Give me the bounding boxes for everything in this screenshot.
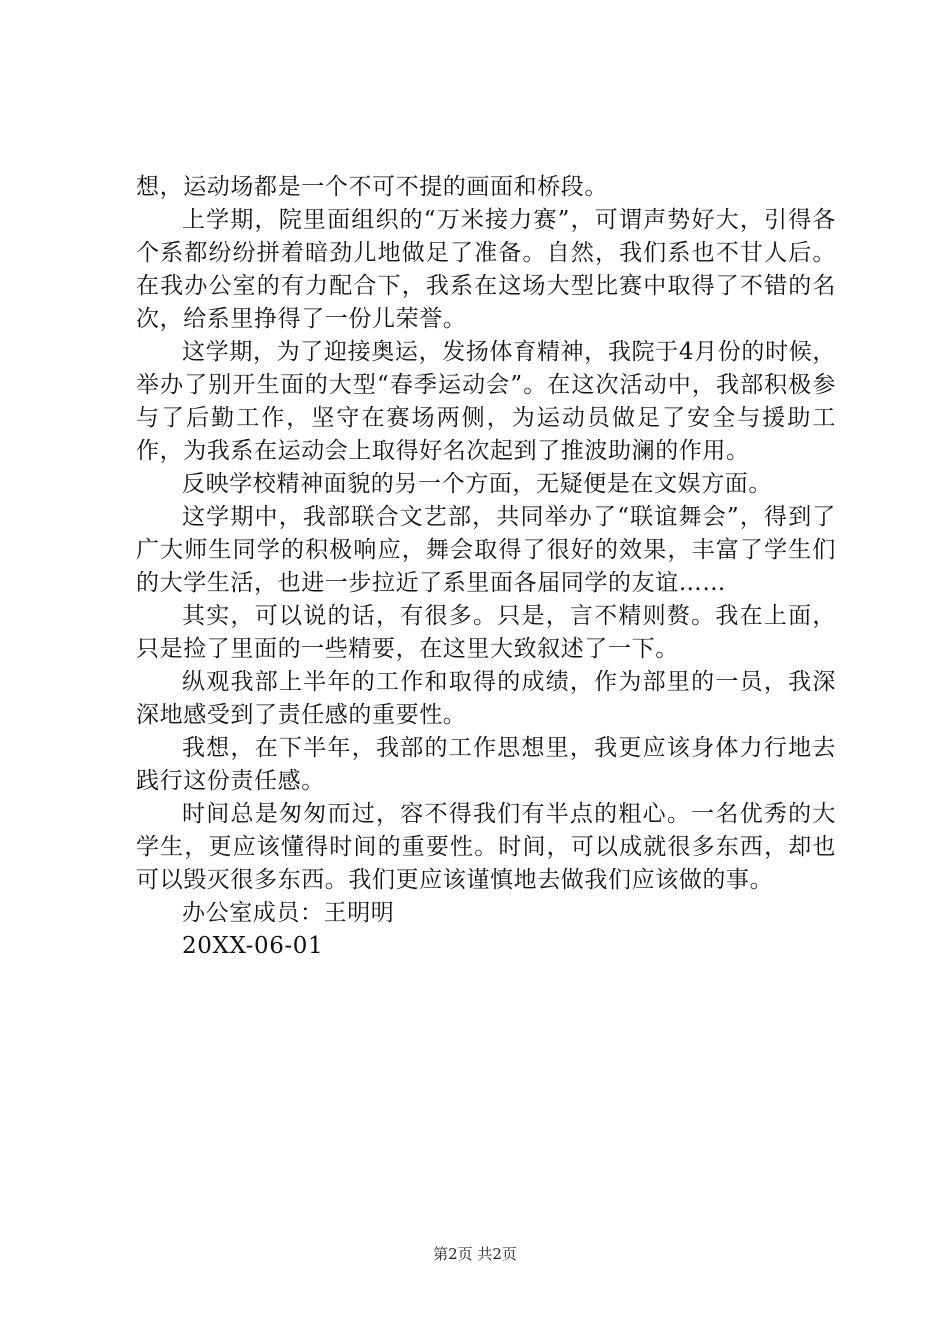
page-number: 第2页 共2页: [433, 1245, 517, 1263]
signature-date: 20XX-06-01: [182, 933, 324, 959]
signature-author: 办公室成员：王明明: [182, 900, 395, 926]
paragraph-relay-race: 上学期，院里面组织的“万米接力赛”，可谓声势好大，引得各个系都纷纷拼着暗劲儿地做足了准备。自然，我们系也不甘人后。在我办公室的有力配合下，我系在这场大型比赛中取得了不错的名次，给系里挣得了一份儿荣誉。: [136, 207, 836, 332]
document-body: [136, 171, 836, 963]
paragraph-responsibility: 纵观我部上半年的工作和取得的成绩，作为部里的一员，我深深地感受到了责任感的重要性。: [136, 669, 836, 728]
paragraph-second-half: 我想，在下半年，我部的工作思想里，我更应该身体力行地去践行这份责任感。: [136, 735, 836, 794]
paragraph-entertainment: 反映学校精神面貌的另一个方面，无疑便是在文娱方面。: [182, 471, 772, 497]
paragraph-continuation: 想，运动场都是一个不可不提的画面和桥段。: [136, 174, 608, 200]
paragraph-time: 时间总是匆匆而过，容不得我们有半点的粗心。一名优秀的大学生，更应该懂得时间的重要性。时间，可以成就很多东西，却也可以毁灭很多东西。我们更应该谨慎地去做我们应该做的事。: [136, 801, 836, 893]
paragraph-dance-party: 这学期中，我部联合文艺部，共同举办了“联谊舞会”，得到了广大师生同学的积极响应，舞会取得了很好的效果，丰富了学生们的大学生活，也进一步拉近了系里面各届同学的友谊……: [136, 504, 836, 596]
page-footer: [0, 1244, 950, 1264]
paragraph-sports-meet: 这学期，为了迎接奥运，发扬体育精神，我院于4月份的时候，举办了别开生面的大型“春季运动会”。在这次活动中，我部积极参与了后勤工作，坚守在赛场两侧，为运动员做足了安全与援助工作，为我系在运动会上取得好名次起到了推波助澜的作用。: [136, 339, 836, 464]
paragraph-summary: 其实，可以说的话，有很多。只是，言不精则赘。我在上面，只是捡了里面的一些精要，在这里大致叙述了一下。: [136, 603, 836, 662]
